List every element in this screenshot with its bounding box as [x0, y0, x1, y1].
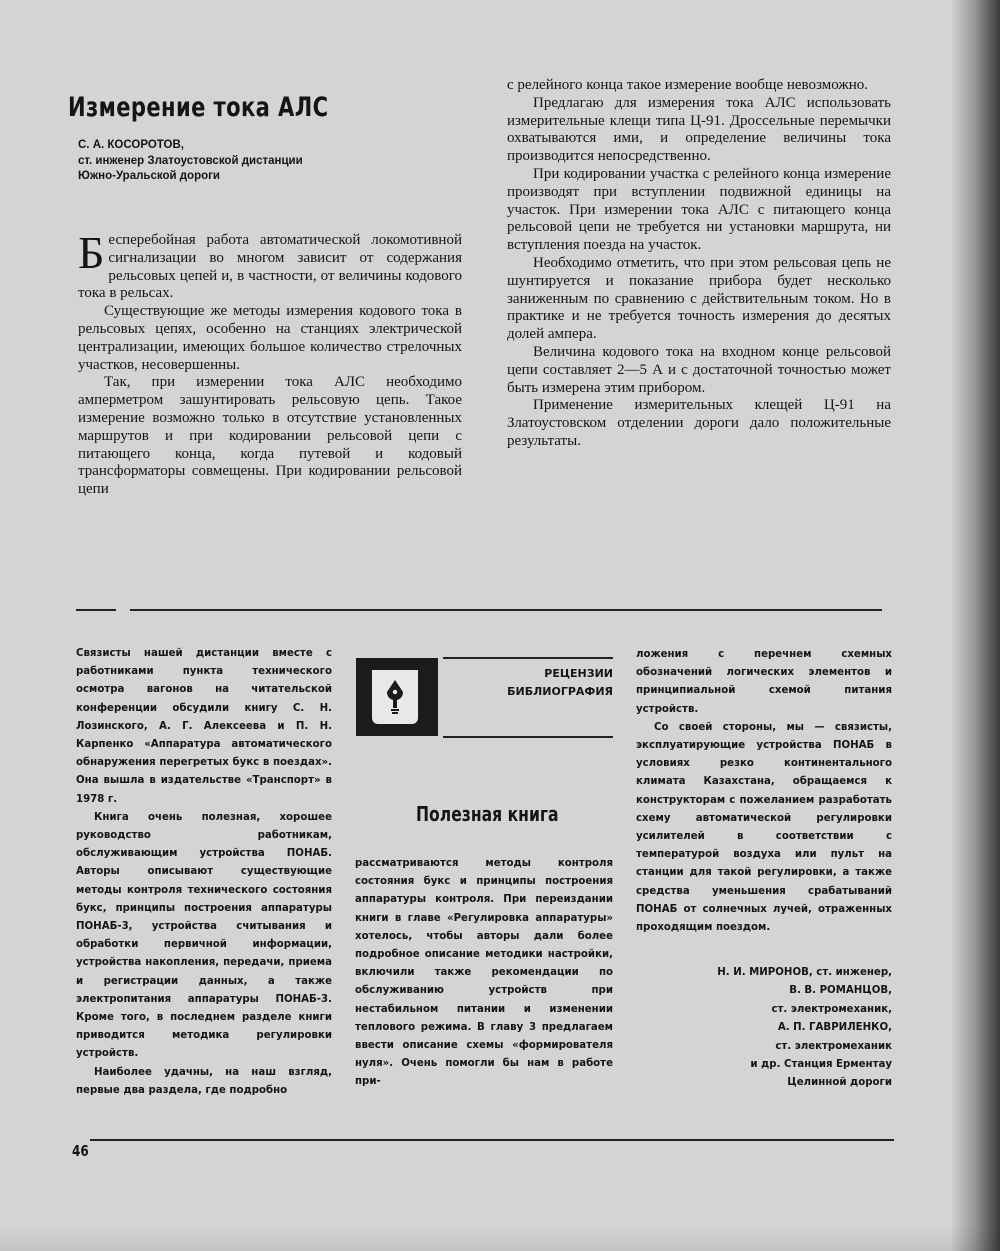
review-signatures: [640, 964, 892, 1093]
review-column-1: [76, 645, 332, 1100]
review-paragraph: Связисты нашей дистанции вместе с работниками пункта технического осмотра вагонов на читательской конференции обсудили книгу С. Н. Лозинского, А. Г. Алексеева и П. Н. Карпенко «Аппаратура автоматического обнаружения перегретых букс в поездах». Она вышла в издательстве «Транспорт» в 1978 г.: [76, 648, 332, 805]
article-paragraph: Величина кодового тока на входном конце рельсовой цепи составляет 2—5 А и с достаточной точностью может быть измерена этим прибором.: [507, 343, 891, 396]
section-emblem: [356, 658, 438, 736]
article-paragraph: с релейного конца такое измерение вообще невозможно.: [507, 77, 869, 93]
section-header-rule-top: [443, 657, 613, 659]
article-title: Измерение тока АЛС: [68, 92, 329, 123]
page-number: 46: [72, 1142, 89, 1160]
review-paragraph: ложения с перечнем схемных обозначений логических элементов и принципиальной схемой питания устройств.: [636, 649, 892, 715]
review-paragraph: Книга очень полезная, хорошее руководство работникам, обслуживающим устройства ПОНАБ. Авторы описывают существующие методы контроля технического состояния букс, принципы построения аппаратуры ПОНАБ-3, устройства считывания и обработки первичной информации, устройства накопления, передачи, приема и регистрации данных, а также электропитания аппаратуры ПОНАБ-3. Кроме того, в последнем разделе книги приводится методика регулировки устройств.: [76, 811, 332, 1060]
article-paragraph: Так, при измерении тока АЛС необходимо амперметром зашунтировать рельсовую цепь. Такое измерение возможно только в отсутствие установленных маршрутов и при кодировании рельсовой цепи с питающего конца, когда путевой и кодовый трансформаторы совмещены. При кодировании рельсовой цепи: [78, 374, 462, 498]
author-organization: Южно-Уральской дороги: [78, 170, 220, 182]
section-label: [443, 665, 613, 701]
article-column-1: [78, 227, 462, 499]
flag-icon: [372, 670, 418, 724]
signature-line: ст. электромеханик: [775, 1040, 892, 1052]
divider-gap: [116, 605, 130, 615]
section-label-line: БИБЛИОГРАФИЯ: [507, 685, 613, 698]
article-column-2: [507, 77, 891, 451]
signature-line: В. В. РОМАНЦОВ,: [789, 985, 892, 997]
drop-cap: Б: [78, 227, 105, 278]
review-paragraph: рассматриваются методы контроля состояния букс и принципы построения аппаратуры контроля. При переиздании книги в главе «Регулировка аппаратуры» хотелось, чтобы авторы дали более подробное описание методики настройки, включили также рекомендации по обслуживанию устройств при нестабильном питании и изменении теплового режима. В главу 3 предлагаем ввести описание схемы «формирователя нуля». Очень помогли бы нам в работе при-: [355, 858, 613, 1088]
review-title: Полезная книга: [416, 802, 559, 826]
section-header-rule-bottom: [443, 736, 613, 738]
article-paragraph: Применение измерительных клещей Ц-91 на Златоустовском отделении дороги дало положительные результаты.: [507, 397, 891, 449]
review-column-3: [636, 646, 892, 937]
signature-line: и др. Станция Ерментау: [750, 1059, 892, 1071]
section-label-line: РЕЦЕНЗИИ: [544, 667, 613, 680]
article-paragraph: [78, 227, 462, 303]
signature-line: Н. И. МИРОНОВ, ст. инженер,: [717, 967, 892, 978]
signature-line: Целинной дороги: [787, 1077, 892, 1089]
review-paragraph: Наиболее удачны, на наш взгляд, первые два раздела, где подробно: [76, 1066, 332, 1096]
section-divider-rule: [76, 609, 882, 611]
signature-line: А. П. ГАВРИЛЕНКО,: [777, 1022, 892, 1034]
article-paragraph: Существующие же методы измерения кодового тока в рельсовых цепях, особенно на станциях электрической централизации, имеющих большое количество стрелочных участков, несовершенны.: [78, 303, 462, 373]
article-paragraph: Необходимо отметить, что при этом рельсовая цепь не шунтируется и показание прибора будет несколько заниженным по сравнению с действительным током. Но в практике и не требуется точность измерения до десятых долей ампера.: [507, 254, 891, 343]
binding-shadow: [952, 0, 1000, 1251]
review-paragraph: Со своей стороны, мы — связисты, эксплуатирующие устройства ПОНАБ в условиях резко континентального климата Казахстана, обращаемся к конструкторам с пожеланием разработать схему автоматической регулировки усилителей в соответствии с температурой воздуха или пульт на станции для такой регулировки, а также средства уменьшения срабатываний ПОНАБ от солнечных лучей, отраженных проходящим поездом.: [636, 721, 892, 934]
article-byline: [78, 138, 378, 185]
page-edge-shadow: [0, 1225, 1000, 1251]
pen-nib-icon: [383, 678, 407, 716]
review-column-2: [355, 855, 613, 1092]
author-name: С. А. КОСОРОТОВ,: [78, 139, 184, 151]
footer-rule: [90, 1139, 894, 1141]
article-paragraph: Предлагаю для измерения тока АЛС использовать измерительные клещи типа Ц-91. Дроссельные перемычки охватываются ими, и определение величины тока производится непосредственно.: [507, 94, 891, 165]
article-paragraph: При кодировании участка с релейного конца измерение производят при вступлении подвижной единицы на участок. При измерении тока АЛС с питающего конца рельсовой цепи не требуется ни установки маршрута, ни вступления поезда на участок.: [507, 165, 891, 254]
signature-line: ст. электромеханик,: [771, 1003, 892, 1015]
article-paragraph-text: есперебойная работа автоматической локомотивной сигнализации во многом зависит от содержания рельсовых цепей и, в частности, от величины кодового тока в рельсах.: [78, 232, 462, 302]
author-position: ст. инженер Златоустовской дистанции: [78, 154, 303, 167]
